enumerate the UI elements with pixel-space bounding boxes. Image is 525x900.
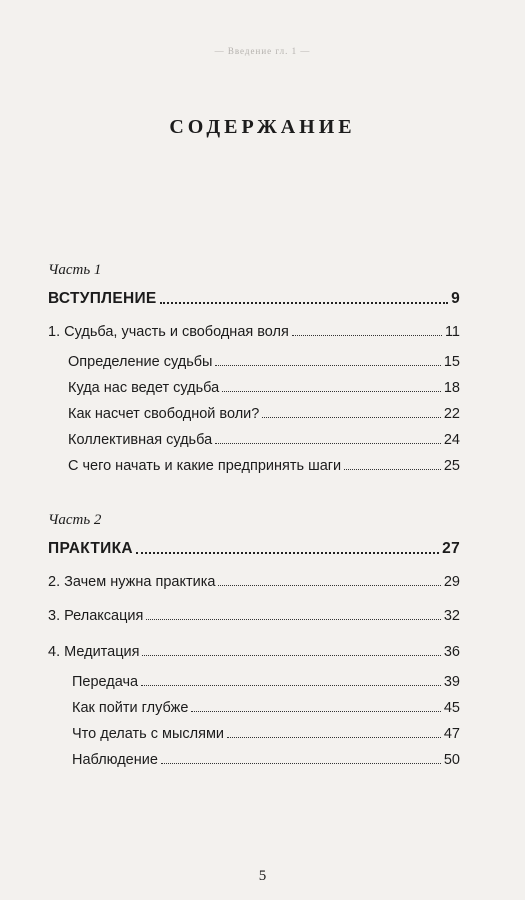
- toc-subentry-transmission[interactable]: [72, 674, 460, 690]
- toc-entry-label: Коллективная судьба: [68, 432, 213, 448]
- toc-chapter-4[interactable]: [48, 644, 460, 660]
- toc-chapter-3[interactable]: [48, 608, 460, 624]
- toc-subentry-collective-fate[interactable]: [68, 432, 460, 448]
- toc-entry-label: Что делать с мыслями: [72, 726, 225, 742]
- toc-entry-page: 27: [442, 540, 460, 557]
- toc-entry-label: Определение судьбы: [68, 354, 213, 370]
- toc-entry-label: Куда нас ведет судьба: [68, 380, 220, 396]
- toc-entry-page: 22: [443, 406, 460, 422]
- toc-entry-page: 47: [443, 726, 460, 742]
- toc-chapter-1[interactable]: [48, 324, 460, 340]
- toc-entry-label: 1. Судьба, участь и свободная воля: [48, 324, 289, 340]
- dot-leader: [344, 468, 441, 470]
- toc-chapter-2[interactable]: [48, 574, 460, 590]
- part-1-label: Часть 1: [48, 262, 102, 278]
- toc-entry-label: ВСТУПЛЕНИЕ: [48, 290, 157, 307]
- toc-entry-label: ПРАКТИКА: [48, 540, 133, 557]
- toc-entry-page: 18: [443, 380, 460, 396]
- toc-entry-label: 2. Зачем нужна практика: [48, 574, 216, 590]
- dot-leader: [146, 618, 441, 620]
- page-title: СОДЕРЖАНИЕ: [169, 116, 356, 138]
- dot-leader: [215, 442, 441, 444]
- toc-entry-page: 25: [443, 458, 460, 474]
- part-2-label: Часть 2: [48, 512, 102, 528]
- toc-subentry-thoughts[interactable]: [72, 726, 460, 742]
- toc-entry-page: 15: [443, 354, 460, 370]
- dot-leader: [142, 654, 440, 656]
- toc-entry-label: Как насчет свободной воли?: [68, 406, 260, 422]
- toc-entry-page: 24: [443, 432, 460, 448]
- running-head: — Введение гл. 1 —: [214, 46, 311, 56]
- toc-entry-page: 45: [443, 700, 460, 716]
- toc-subentry-where-to-start[interactable]: [68, 458, 460, 474]
- toc-subentry-observation[interactable]: [72, 752, 460, 768]
- dot-leader: [160, 301, 449, 304]
- toc-entry-label: 3. Релаксация: [48, 608, 144, 624]
- toc-entry-label: Как пойти глубже: [72, 700, 189, 716]
- dot-leader: [161, 762, 441, 764]
- toc-entry-page: 36: [443, 644, 460, 660]
- toc-entry-label: Передача: [72, 674, 139, 690]
- toc-subentry-go-deeper[interactable]: [72, 700, 460, 716]
- dot-leader: [136, 551, 439, 554]
- toc-entry-page: 50: [443, 752, 460, 768]
- toc-subentry-where-fate-leads[interactable]: [68, 380, 460, 396]
- toc-entry-page: 32: [443, 608, 460, 624]
- dot-leader: [215, 364, 440, 366]
- dot-leader: [227, 736, 441, 738]
- toc-section-introduction[interactable]: [48, 290, 460, 308]
- toc-entry-page: 11: [444, 324, 460, 340]
- dot-leader: [141, 684, 441, 686]
- toc-subentry-free-will[interactable]: [68, 406, 460, 422]
- dot-leader: [292, 334, 442, 336]
- dot-leader: [222, 390, 441, 392]
- toc-entry-label: Наблюдение: [72, 752, 158, 768]
- toc-subentry-fate-definition[interactable]: [68, 354, 460, 370]
- dot-leader: [218, 584, 440, 586]
- toc-entry-page: 39: [443, 674, 460, 690]
- toc-entry-label: 4. Медитация: [48, 644, 140, 660]
- dot-leader: [262, 416, 441, 418]
- toc-entry-page: 29: [443, 574, 460, 590]
- dot-leader: [191, 710, 440, 712]
- toc-entry-label: С чего начать и какие предпринять шаги: [68, 458, 342, 474]
- toc-entry-page: 9: [451, 290, 460, 307]
- page-number: 5: [258, 868, 267, 884]
- toc-section-practice[interactable]: [48, 540, 460, 558]
